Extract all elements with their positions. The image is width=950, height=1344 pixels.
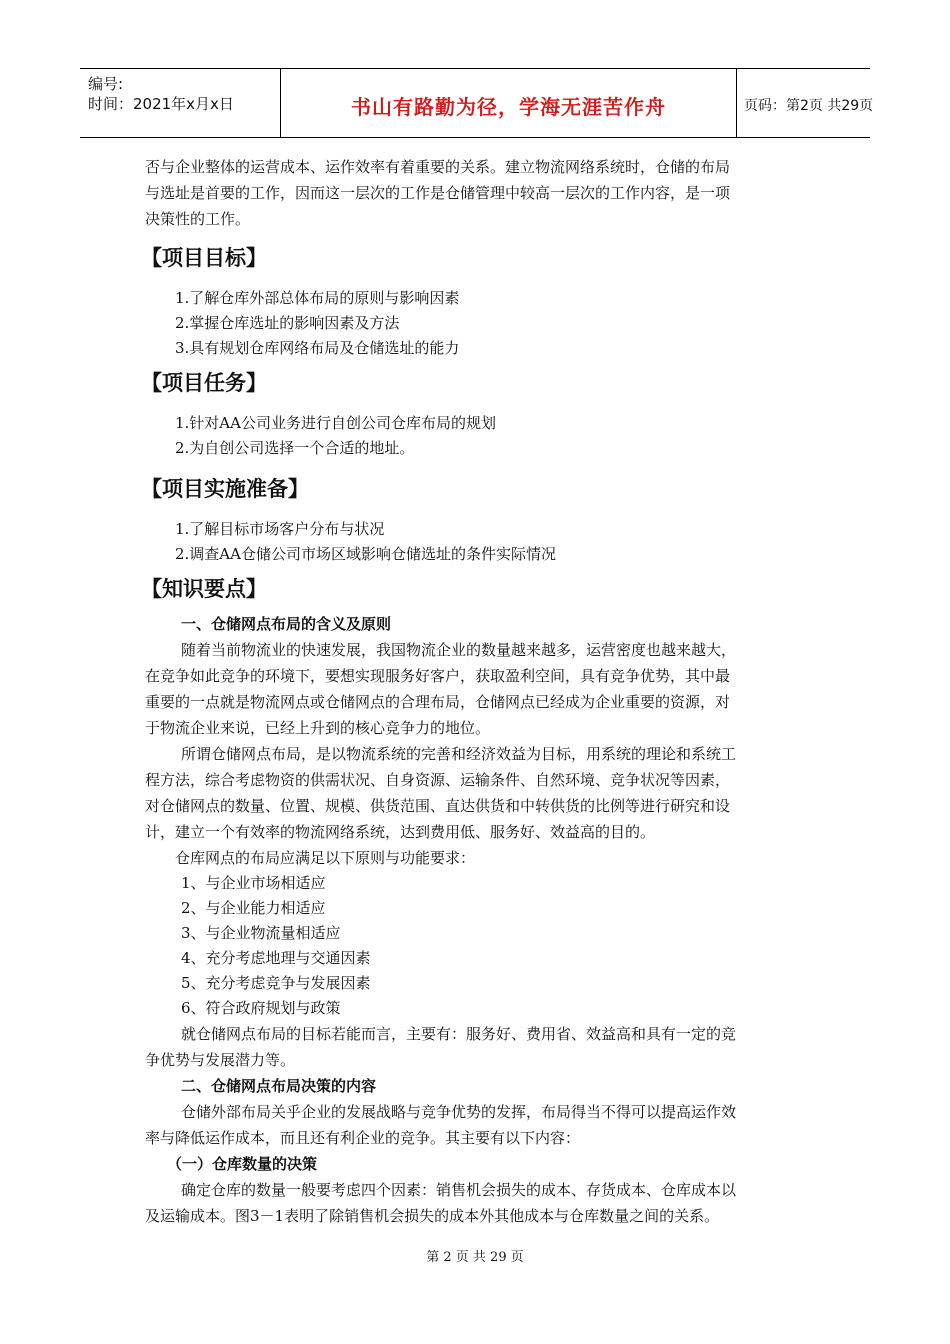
goal-item: 2.掌握仓库选址的影响因素及方法 [175,314,400,332]
intro-line: 与选址是首要的工作，因而这一层次的工作是仓储管理中较高一层次的工作内容，是一项 [145,184,731,202]
section-title-goals: 【项目目标】 [141,246,267,270]
principle-item: 5、充分考虑竞争与发展因素 [181,974,371,992]
principle-item: 2、与企业能力相适应 [181,899,326,917]
header-motto-cell [280,69,737,137]
principle-item: 3、与企业物流量相适应 [181,924,341,942]
paragraph-line: 随着当前物流业的快速发展，我国物流企业的数量越来越多，运营密度也越来越大， [181,641,737,659]
section-title-prep: 【项目实施准备】 [141,477,309,501]
header-page-cell [736,69,874,137]
paragraph-line: 及运输成本。图3－1表明了除销售机会损失的成本外其他成本与仓库数量之间的关系。 [145,1207,720,1225]
principle-item: 1、与企业市场相适应 [181,874,326,892]
goal-item: 1.了解仓库外部总体布局的原则与影响因素 [175,289,460,307]
paragraph-line: 仓储外部布局关乎企业的发展战略与竞争优势的发挥，布局得当不得可以提高运作效 [181,1103,737,1121]
page-header [80,68,874,138]
paragraph-line: 仓库网点的布局应满足以下原则与功能要求： [175,849,476,867]
task-item: 2.为自创公司选择一个合适的地址。 [175,439,415,457]
subheading-2: 二、仓储网点布局决策的内容 [181,1077,377,1095]
paragraph-line: 争优势与发展潜力等。 [145,1051,296,1069]
header-meta-cell [80,69,280,137]
prep-item: 2.调查AA仓储公司市场区域影响仓储选址的条件实际情况 [175,545,556,563]
paragraph-line: 计，建立一个有效率的物流网络系统，达到费用低、服务好、效益高的目的。 [145,823,656,841]
prep-item: 1.了解目标市场客户分布与状况 [175,520,385,538]
document-body [141,154,810,1229]
principle-item: 6、符合政府规划与政策 [181,999,341,1017]
paragraph-line: 在竞争如此竞争的环境下，要想实现服务好客户，获取盈利空间，具有竞争优势，其中最 [145,667,731,685]
section-title-knowledge: 【知识要点】 [141,577,267,601]
task-item: 1.针对AA公司业务进行自创公司仓库布局的规划 [175,414,496,432]
principle-item: 4、充分考虑地理与交通因素 [181,949,371,967]
subheading-3: （一）仓库数量的决策 [167,1155,318,1173]
motto-text: 书山有路勤为径，学海无涯苦作舟 [351,95,666,119]
section-title-tasks: 【项目任务】 [141,371,267,395]
paragraph-line: 所谓仓储网点布局，是以物流系统的完善和经济效益为目标，用系统的理论和系统工 [181,745,737,763]
time-label: 时间：2021年x月x日 [88,95,234,113]
intro-line: 决策性的工作。 [145,210,251,228]
paragraph-line: 对仓储网点的数量、位置、规模、供货范围、直达供货和中转供货的比例等进行研究和设 [145,797,731,815]
paragraph-line: 于物流企业来说，已经上升到的核心竞争力的地位。 [145,719,491,737]
paragraph-line: 确定仓库的数量一般要考虑四个因素：销售机会损失的成本、存货成本、仓库成本以 [181,1181,737,1199]
subheading-1: 一、仓储网点布局的含义及原则 [181,615,392,633]
paragraph-line: 重要的一点就是物流网点或仓储网点的合理布局，仓储网点已经成为企业重要的资源，对 [145,693,731,711]
page-code: 页码：第2页 共29页 [744,98,874,114]
intro-line: 否与企业整体的运营成本、运作效率有着重要的关系。建立物流网络系统时，仓储的布局 [145,158,731,176]
paragraph-line: 程方法，综合考虑物资的供需状况、自身资源、运输条件、自然环境、竞争状况等因素， [145,771,731,789]
paragraph-line: 率与降低运作成本，而且还有利企业的竞争。其主要有以下内容： [145,1129,581,1147]
paragraph-line: 就仓储网点布局的目标若能而言，主要有：服务好、费用省、效益高和具有一定的竞 [181,1025,737,1043]
number-label: 编号: [88,75,124,93]
goal-item: 3.具有规划仓库网络布局及仓储选址的能力 [175,339,460,357]
page-footer: 第 2 页 共 29 页 [426,1250,524,1265]
